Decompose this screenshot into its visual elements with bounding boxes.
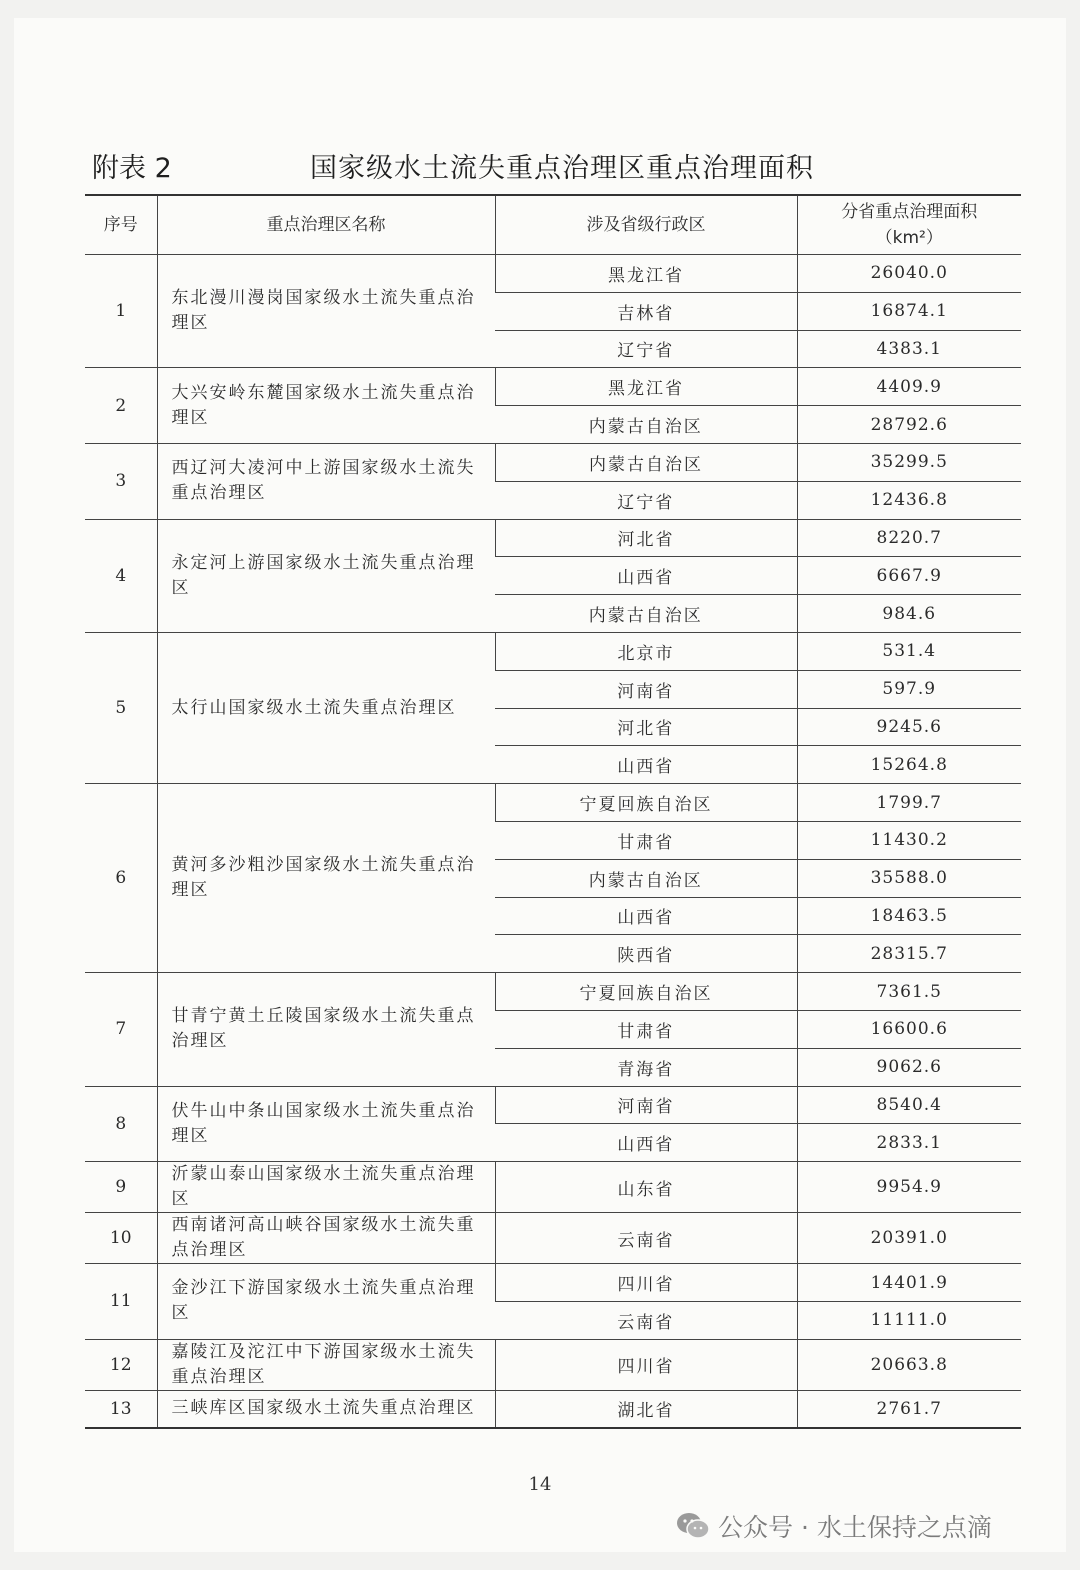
row-number: 13 bbox=[85, 1390, 157, 1428]
province-cell: 内蒙古自治区 bbox=[495, 859, 797, 897]
area-cell: 28315.7 bbox=[797, 935, 1021, 973]
zone-name: 西南诸河高山峡谷国家级水土流失重点治理区 bbox=[157, 1213, 495, 1264]
table-body bbox=[85, 255, 1021, 1429]
area-cell: 11430.2 bbox=[797, 821, 1021, 859]
zone-name: 大兴安岭东麓国家级水土流失重点治理区 bbox=[157, 368, 495, 444]
province-cell: 内蒙古自治区 bbox=[495, 406, 797, 444]
province-cell: 河北省 bbox=[495, 519, 797, 557]
province-cell: 甘肃省 bbox=[495, 1010, 797, 1048]
area-cell: 14401.9 bbox=[797, 1264, 1021, 1302]
province-cell: 云南省 bbox=[495, 1301, 797, 1339]
watermark bbox=[676, 1508, 992, 1544]
zone-name: 永定河上游国家级水土流失重点治理区 bbox=[157, 519, 495, 632]
row-number: 3 bbox=[85, 443, 157, 519]
zone-name: 嘉陵江及沱江中下游国家级水土流失重点治理区 bbox=[157, 1339, 495, 1390]
province-cell: 山西省 bbox=[495, 897, 797, 935]
area-cell: 4383.1 bbox=[797, 330, 1021, 368]
table-row bbox=[85, 1086, 1021, 1124]
row-number: 11 bbox=[85, 1264, 157, 1340]
area-cell: 12436.8 bbox=[797, 481, 1021, 519]
treatment-area-table bbox=[85, 194, 1021, 1429]
row-number: 9 bbox=[85, 1162, 157, 1213]
area-cell: 597.9 bbox=[797, 670, 1021, 708]
column-header-no: 序号 bbox=[85, 195, 157, 255]
row-number: 2 bbox=[85, 368, 157, 444]
area-cell: 2833.1 bbox=[797, 1124, 1021, 1162]
province-cell: 青海省 bbox=[495, 1048, 797, 1086]
area-cell: 20663.8 bbox=[797, 1339, 1021, 1390]
area-cell: 15264.8 bbox=[797, 746, 1021, 784]
province-cell: 内蒙古自治区 bbox=[495, 595, 797, 633]
table-row bbox=[85, 443, 1021, 481]
area-cell: 26040.0 bbox=[797, 255, 1021, 293]
column-header-area bbox=[797, 195, 1021, 255]
province-cell: 北京市 bbox=[495, 632, 797, 670]
table-row bbox=[85, 1390, 1021, 1428]
table-row bbox=[85, 1339, 1021, 1390]
province-cell: 宁夏回族自治区 bbox=[495, 784, 797, 822]
table-caption bbox=[92, 142, 1032, 188]
province-cell: 云南省 bbox=[495, 1213, 797, 1264]
province-cell: 内蒙古自治区 bbox=[495, 443, 797, 481]
table-header-row bbox=[85, 195, 1021, 255]
zone-name: 甘青宁黄土丘陵国家级水土流失重点治理区 bbox=[157, 973, 495, 1086]
zone-name: 西辽河大凌河中上游国家级水土流失重点治理区 bbox=[157, 443, 495, 519]
table-row bbox=[85, 1213, 1021, 1264]
area-cell: 4409.9 bbox=[797, 368, 1021, 406]
area-cell: 18463.5 bbox=[797, 897, 1021, 935]
area-cell: 984.6 bbox=[797, 595, 1021, 633]
table-row bbox=[85, 368, 1021, 406]
column-header-area-unit: （km²） bbox=[875, 228, 943, 248]
area-cell: 6667.9 bbox=[797, 557, 1021, 595]
table-row bbox=[85, 784, 1021, 822]
area-cell: 8540.4 bbox=[797, 1086, 1021, 1124]
province-cell: 湖北省 bbox=[495, 1390, 797, 1428]
zone-name: 黄河多沙粗沙国家级水土流失重点治理区 bbox=[157, 784, 495, 973]
zone-name: 金沙江下游国家级水土流失重点治理区 bbox=[157, 1264, 495, 1340]
area-cell: 9954.9 bbox=[797, 1162, 1021, 1213]
page-title: 国家级水土流失重点治理区重点治理面积 bbox=[310, 153, 814, 184]
province-cell: 宁夏回族自治区 bbox=[495, 973, 797, 1011]
province-cell: 四川省 bbox=[495, 1264, 797, 1302]
province-cell: 山西省 bbox=[495, 1124, 797, 1162]
province-cell: 山东省 bbox=[495, 1162, 797, 1213]
zone-name: 三峡库区国家级水土流失重点治理区 bbox=[157, 1390, 495, 1428]
area-cell: 531.4 bbox=[797, 632, 1021, 670]
zone-name: 太行山国家级水土流失重点治理区 bbox=[157, 632, 495, 783]
table-row bbox=[85, 973, 1021, 1011]
area-cell: 8220.7 bbox=[797, 519, 1021, 557]
province-cell: 吉林省 bbox=[495, 292, 797, 330]
table-row bbox=[85, 519, 1021, 557]
row-number: 7 bbox=[85, 973, 157, 1086]
row-number: 4 bbox=[85, 519, 157, 632]
area-cell: 2761.7 bbox=[797, 1390, 1021, 1428]
province-cell: 河南省 bbox=[495, 1086, 797, 1124]
area-cell: 9245.6 bbox=[797, 708, 1021, 746]
area-cell: 28792.6 bbox=[797, 406, 1021, 444]
zone-name: 沂蒙山泰山国家级水土流失重点治理区 bbox=[157, 1162, 495, 1213]
province-cell: 山西省 bbox=[495, 746, 797, 784]
province-cell: 黑龙江省 bbox=[495, 255, 797, 293]
row-number: 5 bbox=[85, 632, 157, 783]
row-number: 12 bbox=[85, 1339, 157, 1390]
page-number: 14 bbox=[528, 1474, 552, 1495]
table-row bbox=[85, 255, 1021, 293]
area-cell: 20391.0 bbox=[797, 1213, 1021, 1264]
zone-name: 东北漫川漫岗国家级水土流失重点治理区 bbox=[157, 255, 495, 368]
area-cell: 1799.7 bbox=[797, 784, 1021, 822]
table-row bbox=[85, 632, 1021, 670]
area-cell: 11111.0 bbox=[797, 1301, 1021, 1339]
province-cell: 山西省 bbox=[495, 557, 797, 595]
province-cell: 甘肃省 bbox=[495, 821, 797, 859]
province-cell: 四川省 bbox=[495, 1339, 797, 1390]
province-cell: 黑龙江省 bbox=[495, 368, 797, 406]
row-number: 6 bbox=[85, 784, 157, 973]
area-cell: 16600.6 bbox=[797, 1010, 1021, 1048]
province-cell: 辽宁省 bbox=[495, 481, 797, 519]
appendix-label: 附表 2 bbox=[92, 153, 172, 184]
province-cell: 河南省 bbox=[495, 670, 797, 708]
area-cell: 7361.5 bbox=[797, 973, 1021, 1011]
area-cell: 9062.6 bbox=[797, 1048, 1021, 1086]
wechat-icon bbox=[676, 1511, 710, 1541]
province-cell: 河北省 bbox=[495, 708, 797, 746]
area-cell: 16874.1 bbox=[797, 292, 1021, 330]
province-cell: 辽宁省 bbox=[495, 330, 797, 368]
row-number: 10 bbox=[85, 1213, 157, 1264]
area-cell: 35299.5 bbox=[797, 443, 1021, 481]
column-header-area-label: 分省重点治理面积 bbox=[841, 202, 978, 222]
area-cell: 35588.0 bbox=[797, 859, 1021, 897]
column-header-province: 涉及省级行政区 bbox=[495, 195, 797, 255]
table-row bbox=[85, 1264, 1021, 1302]
row-number: 1 bbox=[85, 255, 157, 368]
watermark-text: 公众号 · 水土保持之点滴 bbox=[718, 1513, 992, 1542]
province-cell: 陕西省 bbox=[495, 935, 797, 973]
zone-name: 伏牛山中条山国家级水土流失重点治理区 bbox=[157, 1086, 495, 1162]
row-number: 8 bbox=[85, 1086, 157, 1162]
table-row bbox=[85, 1162, 1021, 1213]
column-header-name: 重点治理区名称 bbox=[157, 195, 495, 255]
